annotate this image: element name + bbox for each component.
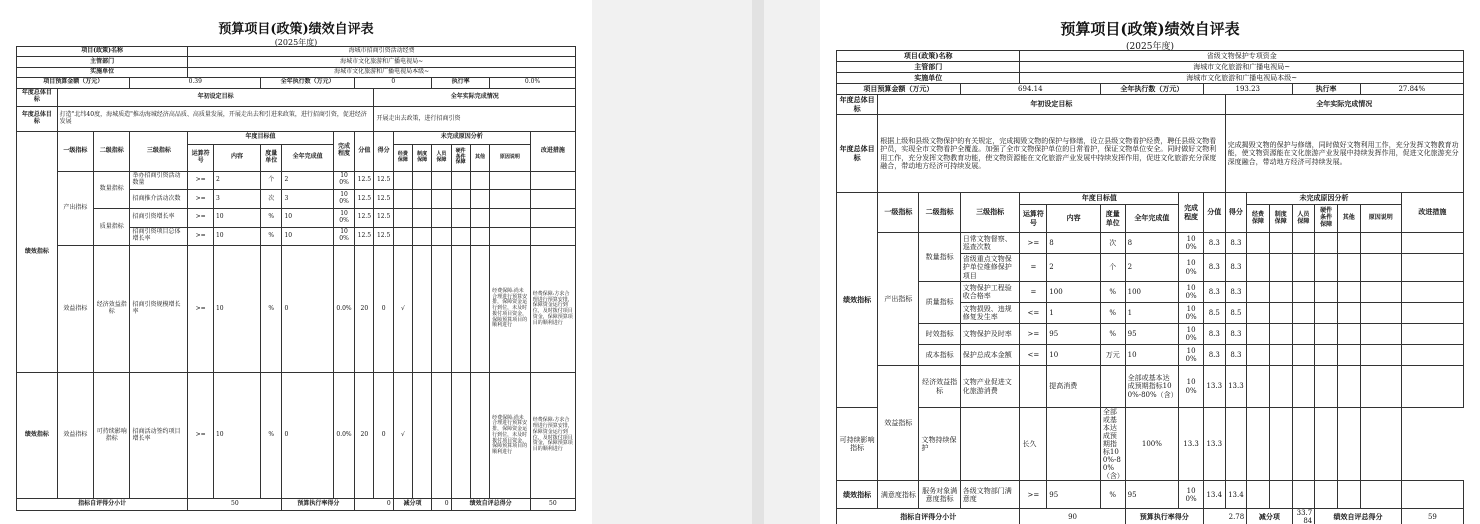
cell-l2: 经济效益指标: [94, 246, 130, 373]
cell-score: 20: [355, 246, 374, 373]
cell-value: 100: [1125, 282, 1179, 303]
label-exec-total: 全年执行数（万元）: [1100, 84, 1203, 95]
cell-got: 8.3: [1225, 345, 1247, 366]
cell-op: >=: [1020, 481, 1047, 509]
page-year: (2025年度): [274, 38, 318, 47]
cell-op: >=: [188, 227, 214, 246]
label-budget: 项目预算金额（万元）: [837, 84, 961, 95]
cell-score: 20: [355, 372, 374, 499]
label-actual-done: 全年实际完成情况: [374, 88, 576, 107]
cell-score: 12.5: [355, 171, 374, 190]
header-got: 得分: [374, 132, 393, 171]
cell-l2: 经济效益指标: [919, 366, 960, 408]
value-unit: 海城市文化旅游和广播电视局本级~: [188, 67, 576, 77]
label-perf-indicator: 绩效指标: [17, 132, 58, 373]
label-exec-score: 预算执行率得分: [1125, 509, 1203, 524]
cell-value: 0: [282, 246, 333, 373]
label-self-total: 指标自评得分小计: [837, 509, 1020, 524]
goal-text: 根据上级和县级文物保护的有关规定，完成揭毁文物的保护与修缮，设立县级文物看护经费，聘任县级文物看护员，实现全市文物看护全覆盖。加强了全市文物保护单位的日常看护，保证文物单位安全。同时做好文物利用工作，充分发挥文物教育功能，使文物资源能在文化旅游产业发展中持续发挥作用，促进文化旅游充分深度融合，带动地方经济可持续发展。: [878, 115, 1225, 193]
cell-score: 8.5: [1203, 303, 1225, 324]
table-row: [17, 246, 576, 373]
header-content: 内容: [213, 144, 260, 171]
cell-check: √: [393, 372, 412, 499]
cell-unit: [1100, 366, 1125, 408]
header-r-hw: 硬件条件保障: [1315, 205, 1338, 233]
cell-value: 全部或基本达成预期指标100%-80%（含）: [1125, 366, 1179, 408]
cell-op: >=: [188, 208, 214, 227]
cell-content: 10: [1047, 345, 1101, 366]
header-improve: 改进措施: [1401, 193, 1463, 233]
cell-rate: 100%: [1125, 408, 1179, 481]
cell-rate: 100%: [333, 208, 354, 227]
cell-l3: 保护总成本金额: [960, 345, 1020, 366]
cell-got: 8.3: [1225, 233, 1247, 254]
header-level2: 二级指标: [94, 132, 130, 171]
cell-unit: [1047, 408, 1101, 481]
label-goal-row: 年度总体目标: [17, 107, 58, 132]
cell-value: 3: [282, 190, 333, 209]
cell-value: 0: [282, 372, 333, 499]
table-row: [837, 233, 1464, 254]
cell-content: 10: [213, 227, 260, 246]
cell-l3: 文物保护及时率: [960, 324, 1020, 345]
header-improve: 改进措施: [530, 132, 575, 171]
cell-op: >=: [1020, 324, 1047, 345]
cell-l1: 效益指标: [878, 366, 919, 481]
cell-value: 10: [282, 208, 333, 227]
cell-score: 13.3: [1179, 408, 1204, 481]
cell-l2: 质量指标: [919, 282, 960, 324]
label-goal-row: 年度总体目标: [837, 95, 878, 115]
cell-l1: 产出指标: [57, 171, 93, 246]
actual-text: 开展走出去政策，进行招商引资: [374, 107, 576, 132]
page-divider: [752, 0, 764, 524]
label-deduct: 减分项: [393, 499, 432, 511]
value-dept: 海城市文化旅游和广播电视局~: [1020, 62, 1464, 73]
cell-unit: %: [1100, 282, 1125, 303]
cell-unit: %: [261, 246, 282, 373]
table-row: [837, 324, 1464, 345]
cell-content: 10: [213, 372, 260, 499]
header-level1: 一级指标: [57, 132, 93, 171]
label-project: 项目(政策)名称: [17, 47, 188, 57]
table-row: [837, 282, 1464, 303]
cell-unit: 个: [1100, 254, 1125, 282]
page-title: 预算项目(政策)绩效自评表: [218, 22, 374, 37]
cell-score: 12.5: [355, 190, 374, 209]
cell-op: =: [1020, 254, 1047, 282]
page-title: 预算项目(政策)绩效自评表: [1060, 20, 1240, 38]
header-op: 运算符号: [188, 144, 214, 171]
cell-rate: 100%: [333, 190, 354, 209]
cell-rate: 0.0%: [333, 246, 354, 373]
label-final-score: 绩效自评总得分: [1315, 509, 1402, 524]
cell-content: 2: [1047, 254, 1101, 282]
table-row: [837, 481, 1464, 509]
table-row: [17, 208, 576, 227]
header-got: 得分: [1225, 193, 1247, 233]
cell-got: 12.5: [374, 227, 393, 246]
label-initial-goal: 年初设定目标: [878, 95, 1225, 115]
header-annual-target: 年度目标值: [1020, 193, 1179, 205]
cell-l3: 举办招商引资活动数量: [130, 171, 188, 190]
cell-content: 提高消费: [1047, 366, 1101, 408]
cell-score: 12.5: [355, 208, 374, 227]
table-row: [837, 408, 1464, 481]
evaluation-table: [836, 50, 1464, 524]
header-completion: 完成程度: [1179, 193, 1204, 233]
cell-got: 12.5: [374, 190, 393, 209]
cell-score: 8.3: [1203, 324, 1225, 345]
value-exec-rate: 0.0%: [490, 78, 576, 88]
cell-unit: 次: [261, 190, 282, 209]
cell-l2: 数量指标: [94, 171, 130, 208]
cell-op: =: [1020, 282, 1047, 303]
header-r-other: 其他: [1337, 205, 1360, 233]
header-r-other: 其他: [470, 144, 489, 171]
summary-row: [17, 499, 576, 511]
label-dept: 主管部门: [17, 57, 188, 67]
cell-check: √: [393, 246, 412, 373]
header-level3: 三级指标: [960, 193, 1020, 233]
cell-l3: 招商推介活动次数: [130, 190, 188, 209]
cell-content: 1: [1047, 303, 1101, 324]
cell-got: 8.3: [1225, 282, 1247, 303]
header-r-fund: 经费保障: [1247, 205, 1270, 233]
header-annual-value: 全年完成值: [282, 144, 333, 171]
header-op: 运算符号: [1020, 205, 1047, 233]
cell-op: >=: [188, 190, 214, 209]
cell-l3: 省级重点文物保护单位维修保护项目: [960, 254, 1020, 282]
document-page-2: [820, 0, 1480, 524]
cell-rate: 100%: [1179, 303, 1204, 324]
label-exec-rate: 执行率: [432, 78, 490, 88]
cell-l0: 绩效指标: [837, 481, 878, 509]
header-score: 分值: [355, 132, 374, 171]
table-row: [837, 366, 1464, 408]
header-r-staff: 人员保障: [432, 144, 451, 171]
cell-l1: 效益指标: [57, 372, 93, 499]
cell-improve: 经费保障:方求合理进行预算安排，保障资金运行到位，及时拨付项目资金，保障预算项目的顺利进行: [530, 372, 575, 499]
cell-op: [1020, 366, 1047, 408]
value-exec-rate: 27.84%: [1360, 84, 1463, 95]
cell-got: 13.3: [1225, 366, 1247, 408]
cell-op: >=: [1020, 233, 1047, 254]
header-unit: 度量单位: [1100, 205, 1125, 233]
cell-l2: 服务对象满意度指标: [919, 481, 960, 509]
label-goal-row: 年度总体目标: [17, 88, 58, 107]
cell-op: [960, 408, 1020, 481]
cell-value: 全部或基本达成预期指标100%-80%（含）: [1100, 408, 1125, 481]
label-exec-score: 预算执行率得分: [282, 499, 355, 511]
header-level1: 一级指标: [878, 193, 919, 233]
cell-unit: %: [261, 227, 282, 246]
summary-row: [837, 509, 1464, 524]
label-exec-rate: 执行率: [1292, 84, 1360, 95]
cell-value: 8: [1125, 233, 1179, 254]
header-level3: 三级指标: [130, 132, 188, 171]
label-initial-goal: 年初设定目标: [57, 88, 374, 107]
cell-improve: 经费保障:方求合理进行预算安排，保障资金运行到位，及时拨付项目资金，保障预算项目的顺利进行: [530, 246, 575, 373]
cell-got: 0: [374, 246, 393, 373]
label-unit: 实施单位: [17, 67, 188, 77]
cell-l1: 产出指标: [878, 233, 919, 366]
cell-unit: 次: [1100, 233, 1125, 254]
cell-l3: 文物持续保护: [919, 408, 960, 481]
cell-content: 10: [213, 246, 260, 373]
header-score: 分值: [1203, 193, 1225, 233]
cell-l3: 文物产业促进文化旅游消费: [960, 366, 1020, 408]
value-exec-score: 0: [355, 499, 394, 511]
cell-score: 8.3: [1203, 345, 1225, 366]
cell-content: 2: [213, 171, 260, 190]
header-r-desc: 原因说明: [1360, 205, 1401, 233]
cell-got: 8.3: [1225, 324, 1247, 345]
cell-l3: 招商引资项目总体增长率: [130, 227, 188, 246]
cell-l3: 文物损毁、违规修复发生率: [960, 303, 1020, 324]
label-final-score: 绩效自评总得分: [451, 499, 530, 511]
label-perf-indicator: 绩效指标: [837, 193, 878, 408]
goal-text: 打造"北纬40度，海城质造"推动海城经济高品质、高质量发展，开展走出去和引进来政策，进行招商引资，促进经济发展: [57, 107, 374, 132]
cell-score: 12.5: [355, 227, 374, 246]
cell-got: 13.4: [1225, 481, 1247, 509]
cell-content: 95: [1047, 481, 1101, 509]
cell-score: 8.3: [1203, 254, 1225, 282]
label-budget: 项目预算金额（万元）: [17, 78, 130, 88]
cell-l2: 可持续影响指标: [94, 372, 130, 499]
cell-op: <=: [1020, 345, 1047, 366]
cell-rate: 100%: [1179, 233, 1204, 254]
table-row: [17, 171, 576, 190]
cell-got: 12.5: [374, 171, 393, 190]
header-r-hw: 硬件条件保障: [451, 144, 470, 171]
header-unit: 度量单位: [261, 144, 282, 171]
cell-rate: 100%: [333, 227, 354, 246]
cell-l3: 文物保护工程验收合格率: [960, 282, 1020, 303]
header-completion: 完成程度: [333, 132, 354, 171]
cell-op: >=: [188, 246, 214, 373]
cell-op: >=: [188, 171, 214, 190]
evaluation-table: [16, 46, 576, 511]
value-project: 省级文物保护专项资金: [1020, 51, 1464, 62]
cell-unit: %: [1100, 303, 1125, 324]
cell-score: 8.3: [1203, 282, 1225, 303]
cell-l2: 数量指标: [919, 233, 960, 282]
label-dept: 主管部门: [837, 62, 1020, 73]
cell-value: 95: [1125, 324, 1179, 345]
label-goal-row: 年度总体目标: [837, 115, 878, 193]
header-content: 内容: [1047, 205, 1101, 233]
cell-score: 13.3: [1203, 366, 1225, 408]
cell-unit: 万元: [1100, 345, 1125, 366]
cell-l3: 招商引资规模增长率: [130, 246, 188, 373]
header-level2: 二级指标: [919, 193, 960, 233]
label-actual-done: 全年实际完成情况: [1225, 95, 1463, 115]
cell-rate: 100%: [333, 171, 354, 190]
value-final-score: 50: [530, 499, 575, 511]
cell-rate: 100%: [1179, 345, 1204, 366]
cell-l2: 质量指标: [94, 208, 130, 245]
value-exec-total: 0: [355, 78, 432, 88]
cell-score: 13.4: [1203, 481, 1225, 509]
cell-l0: 绩效指标: [17, 372, 58, 499]
cell-rate: 100%: [1179, 324, 1204, 345]
cell-content: 10: [213, 208, 260, 227]
cell-got: 0: [374, 372, 393, 499]
label-unit: 实施单位: [837, 73, 1020, 84]
value-budget: 0.39: [130, 78, 261, 88]
cell-content: 95: [1047, 324, 1101, 345]
header-r-fund: 经费保障: [393, 144, 412, 171]
label-deduct: 减分项: [1247, 509, 1292, 524]
value-exec-total: 193.23: [1203, 84, 1292, 95]
header-annual-target: 年度目标值: [188, 132, 334, 144]
value-self-total: 90: [1020, 509, 1125, 524]
header-annual-value: 全年完成值: [1125, 205, 1179, 233]
cell-got: 12.5: [374, 208, 393, 227]
cell-unit: %: [1100, 324, 1125, 345]
value-exec-score: 2.78: [1203, 509, 1246, 524]
cell-got: 8.3: [1225, 254, 1247, 282]
table-row: [837, 345, 1464, 366]
cell-op: <=: [1020, 303, 1047, 324]
value-dept: 海城市文化旅游和广播电视局~: [188, 57, 576, 67]
label-exec-total: 全年执行数（万元）: [261, 78, 355, 88]
cell-content: 3: [213, 190, 260, 209]
cell-op: >=: [188, 372, 214, 499]
cell-l2: 可持续影响指标: [837, 408, 878, 481]
header-r-desc: 原因说明: [490, 144, 531, 171]
actual-text: 完成揭毁文物的保护与修缮，同时做好文物利用工作，充分发挥文物教育功能，使文物资源能在文化旅游产业发展中持续发挥作用，促进文化旅游充分深度融合，带动地方经济可持续发展。: [1225, 115, 1463, 193]
cell-l2: 成本指标: [919, 345, 960, 366]
header-reason: 未完成原因分析: [393, 132, 530, 144]
cell-value: 95: [1125, 481, 1179, 509]
value-deduct: 33.784: [1292, 509, 1315, 524]
cell-unit: %: [261, 372, 282, 499]
value-final-score: 59: [1401, 509, 1463, 524]
cell-value: 2: [1125, 254, 1179, 282]
cell-content: 长久: [1020, 408, 1047, 481]
cell-l3: 招商活动签约项目增长率: [130, 372, 188, 499]
document-page-1: [0, 0, 592, 524]
cell-got: 8.5: [1225, 303, 1247, 324]
cell-score: 8.3: [1203, 233, 1225, 254]
cell-unit: %: [261, 208, 282, 227]
cell-value: 10: [282, 227, 333, 246]
cell-content: 8: [1047, 233, 1101, 254]
cell-value: 1: [1125, 303, 1179, 324]
cell-l1: 满意度指标: [878, 481, 919, 509]
label-self-total: 指标自评得分小计: [17, 499, 188, 511]
header-r-staff: 人员保障: [1292, 205, 1315, 233]
value-self-total: 50: [188, 499, 282, 511]
label-project: 项目(政策)名称: [837, 51, 1020, 62]
value-budget: 694.14: [960, 84, 1100, 95]
cell-l3: 招商引资增长率: [130, 208, 188, 227]
cell-rate: 100%: [1179, 481, 1204, 509]
cell-unit: %: [1100, 481, 1125, 509]
value-unit: 海城市文化旅游和广播电视局本级~: [1020, 73, 1464, 84]
cell-reason: 经费保障:尚未合理进行预算安排，保障资金运行到位，未及时拨付项目资金，保障预算项目的顺利进行: [490, 372, 531, 499]
cell-rate: 0.0%: [333, 372, 354, 499]
cell-value: 2: [282, 171, 333, 190]
cell-rate: 100%: [1179, 282, 1204, 303]
cell-l1: 效益指标: [57, 246, 93, 373]
cell-rate: 100%: [1179, 254, 1204, 282]
cell-reason: 经费保障:尚未合理进行预算安排，保障资金运行到位，未及时拨付项目资金，保障预算项目的顺利进行: [490, 246, 531, 373]
cell-l3: 日常文物督察、巡查次数: [960, 233, 1020, 254]
cell-rate: 100%: [1179, 366, 1204, 408]
header-r-sys: 制度保障: [413, 144, 432, 171]
cell-unit: 个: [261, 171, 282, 190]
header-reason: 未完成原因分析: [1247, 193, 1402, 205]
value-project: 海城市招商引资活动经费: [188, 47, 576, 57]
cell-l3: 各级文物部门满意度: [960, 481, 1020, 509]
cell-l2: 时效指标: [919, 324, 960, 345]
table-row: [17, 372, 576, 499]
cell-content: 100: [1047, 282, 1101, 303]
page-year: (2025年度): [1126, 42, 1174, 52]
value-deduct: 0: [432, 499, 451, 511]
cell-value: 10: [1125, 345, 1179, 366]
cell-got: 13.3: [1203, 408, 1225, 481]
header-r-sys: 制度保障: [1269, 205, 1292, 233]
